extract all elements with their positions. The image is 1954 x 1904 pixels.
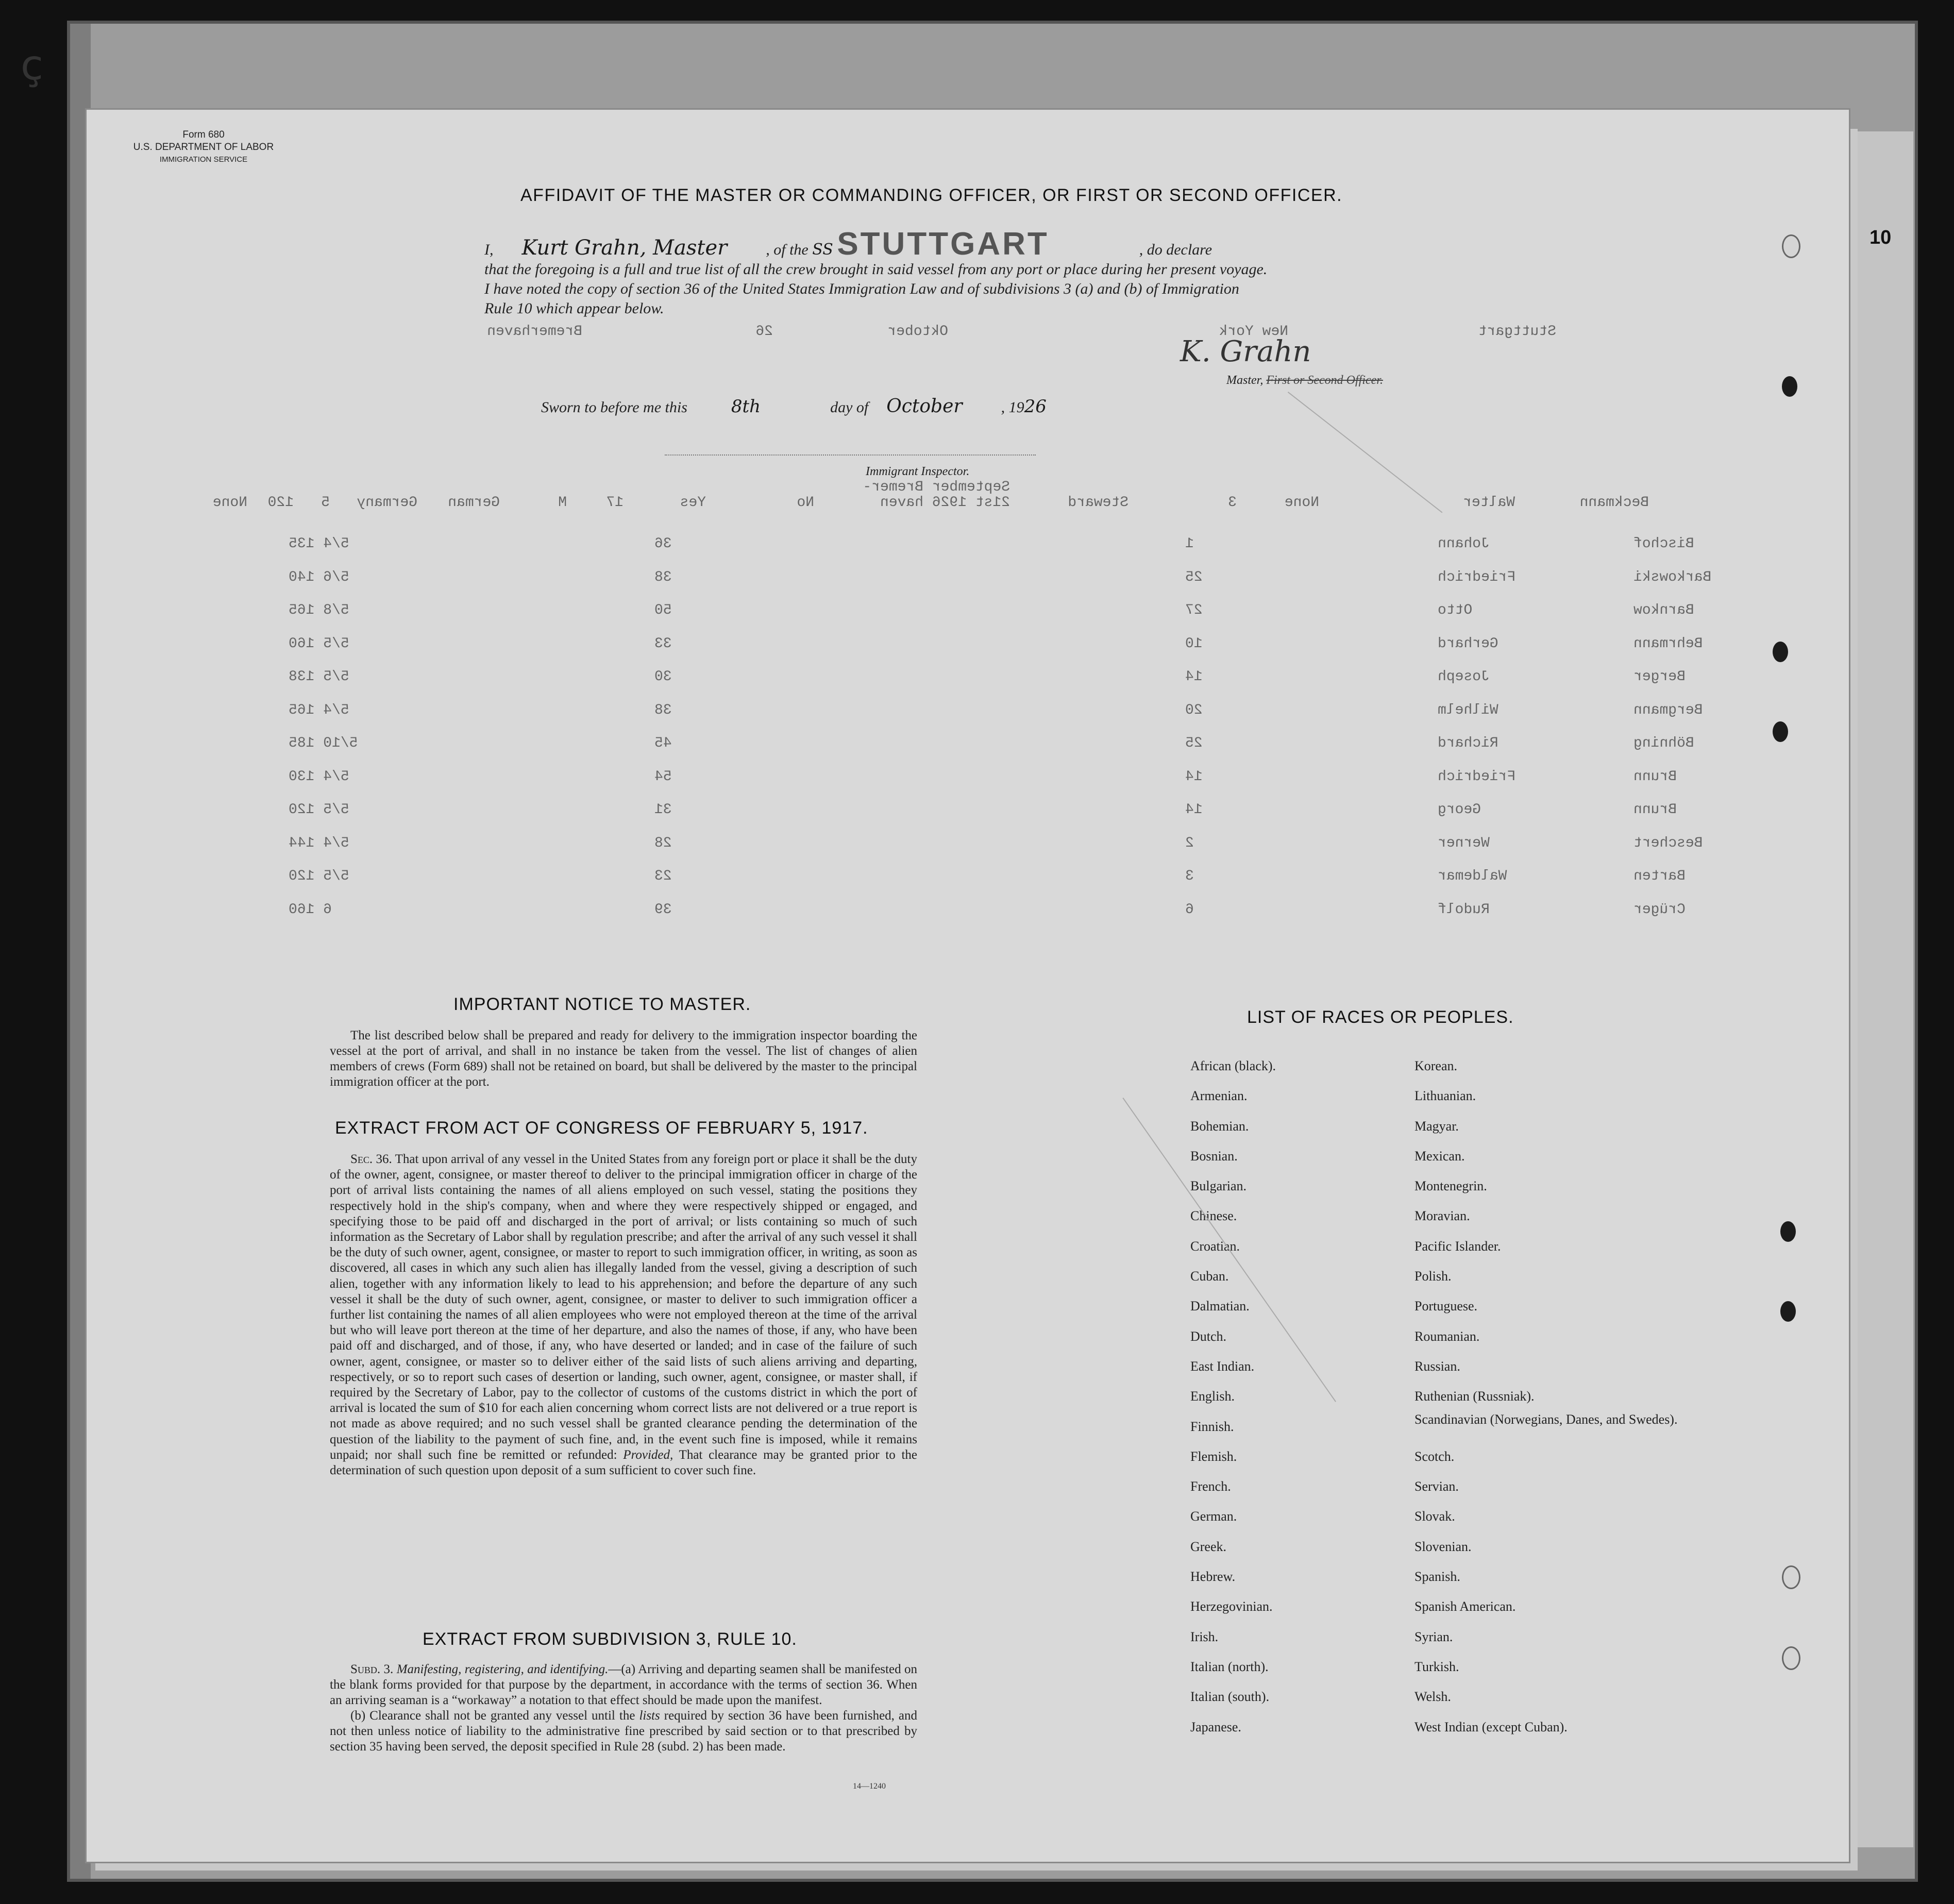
race-item: Portuguese. bbox=[1414, 1299, 1478, 1314]
ghost-text: Beckmann bbox=[1579, 495, 1649, 511]
race-item: Slovenian. bbox=[1414, 1539, 1472, 1554]
race-item: Pacific Islander. bbox=[1414, 1238, 1501, 1254]
ghost-text: None bbox=[212, 495, 247, 511]
sworn-prefix: Sworn to before me this bbox=[541, 399, 687, 416]
pronoun: I, bbox=[484, 241, 494, 258]
punch-hole bbox=[1782, 1646, 1800, 1670]
race-item: German. bbox=[1190, 1509, 1237, 1524]
ghost-text: 5 bbox=[321, 495, 330, 511]
paragraph-a: —(a) Arriving and departing seamen shall be manifested on the blank forms provided for that purpose by the department, in accordance with the terms of section 36. When an arriving seaman is a “workaway” a notation to that effect should be made upon the manifest. bbox=[330, 1662, 917, 1707]
race-item: Herzegovinian. bbox=[1190, 1599, 1273, 1614]
section-body: That upon arrival of any vessel in the United States from any foreign port or place it shall be the duty of the owner, agent, consignee, or master thereof to deliver to the principal immigration officer in charge of the port of arrival lists containing the names of all aliens employed on such vessel, stating the positions they respectively hold in the ship's company, when and where they were respectively shipped or engaged, and specifying those to be paid off and discharged in the port of arrival; or lists containing so much of such information as the Secretary of Labor shall by regulation prescribe; and after the arrival of any such vessel it shall be the duty of such owner, agent, consignee, or master to report to such immigration officer, in writing, as soon as discovered, all cases in which any such alien has illegally landed from the vessel, giving a description of such alien, together with any information likely to lead to his apprehension; and before the departure of any such vessel it shall be the duty of such owner, agent, consignee, or master to deliver to such immigration officer a further list containing the names of all alien employees who were not employed thereon at the time of the arrival but who will leave port thereon at the time of her departure, and also the names of those, if any, who have been paid off and discharged, and of those, if any, who have deserted or landed; and in case of the failure of such owner, agent, consignee, or master so to deliver either of the said lists of such aliens arriving and departing, respectively, or so to report such cases of desertion or landing, such owner, agent, consignee, or master shall, if required by the Secretary of Labor, pay to the collector of customs of the customs district in which the port of arrival is located the sum of $10 for each alien concerning whom correct lists are not delivered or a true report is not made as above required; and no such vessel shall be granted clearance pending the determination of the question of the liability to the payment of such fine, and, in the event such fine is imposed, while it remains unpaid; nor shall such fine be remitted or refunded: bbox=[330, 1152, 917, 1462]
ghost-text: Waldemar bbox=[1438, 868, 1507, 884]
ghost-text: Otto bbox=[1438, 602, 1473, 618]
ghost-text: 30 bbox=[654, 669, 672, 685]
page-number: 10 bbox=[1869, 227, 1892, 248]
ghost-text: 28 bbox=[654, 835, 672, 851]
race-item: Dutch. bbox=[1190, 1328, 1227, 1344]
ghost-text: Brunn bbox=[1633, 768, 1677, 785]
sworn-day: 8th bbox=[731, 396, 761, 417]
sworn-year: 26 bbox=[1024, 396, 1047, 417]
ghost-text: 25 bbox=[1185, 735, 1203, 751]
ghost-text: 5/4 135 bbox=[289, 536, 349, 552]
ghost-text: 5/6 140 bbox=[289, 569, 349, 585]
ghost-text: 5/8 165 bbox=[289, 602, 349, 618]
ghost-text: German bbox=[448, 495, 500, 511]
race-item: Turkish. bbox=[1414, 1659, 1459, 1674]
ghost-text: Beschert bbox=[1633, 835, 1703, 851]
race-item: Montenegrin. bbox=[1414, 1178, 1487, 1194]
ghost-text: 5/5 160 bbox=[289, 635, 349, 652]
race-item: Hebrew. bbox=[1190, 1569, 1236, 1585]
race-item: Chinese. bbox=[1190, 1208, 1237, 1224]
vessel-name: STUTTGART bbox=[837, 226, 1049, 262]
ghost-text: Johann bbox=[1438, 536, 1490, 552]
ghost-text: Oktober bbox=[887, 324, 948, 340]
ghost-text: No bbox=[797, 495, 814, 511]
ghost-text: Wilhelm bbox=[1438, 702, 1498, 718]
ghost-text: Crüger bbox=[1633, 901, 1686, 918]
declaration-line-4: Rule 10 which appear below. bbox=[484, 300, 664, 317]
subdivision-title: Manifesting, registering, and identifying. bbox=[396, 1662, 609, 1676]
race-item: Italian (south). bbox=[1190, 1689, 1270, 1705]
ghost-text: Friedrich bbox=[1438, 768, 1516, 785]
ghost-text: None bbox=[1284, 495, 1319, 511]
ghost-text: 14 bbox=[1185, 768, 1203, 785]
ghost-text: 38 bbox=[654, 569, 672, 585]
ghost-text: 6 160 bbox=[289, 901, 332, 918]
sworn-year-prefix: , 19 bbox=[1001, 399, 1024, 416]
ghost-text: 5/5 120 bbox=[289, 868, 349, 884]
ghost-text: Gerhard bbox=[1438, 635, 1498, 652]
corner-mark: ç bbox=[21, 41, 43, 89]
race-item: West Indian (except Cuban). bbox=[1414, 1719, 1568, 1734]
affidavit-title: AFFIDAVIT OF THE MASTER OR COMMANDING OFFICER, OR FIRST OR SECOND OFFICER. bbox=[520, 186, 1343, 205]
races-right-column bbox=[1414, 1051, 1677, 1742]
ghost-text: Germany bbox=[357, 495, 417, 511]
ghost-text: 14 bbox=[1185, 802, 1203, 818]
paragraph-b-start: Clearance shall not be granted any vessel until the bbox=[369, 1709, 635, 1723]
ghost-text: 45 bbox=[654, 735, 672, 751]
race-item: Finnish. bbox=[1190, 1419, 1234, 1434]
ghost-text: Barten bbox=[1633, 868, 1686, 884]
race-item: Italian (north). bbox=[1190, 1659, 1269, 1674]
rule-10-text bbox=[330, 1662, 917, 1755]
sworn-day-of: day of bbox=[830, 399, 869, 416]
race-item: Bohemian. bbox=[1190, 1118, 1249, 1134]
race-item: Flemish. bbox=[1190, 1448, 1237, 1464]
provided-label: Provided, bbox=[623, 1447, 673, 1462]
race-item: Japanese. bbox=[1190, 1719, 1241, 1734]
subdivision-label: Subd. 3. bbox=[350, 1662, 394, 1676]
ghost-text: September Bremer- bbox=[863, 479, 1010, 495]
ghost-text: 20 bbox=[1185, 702, 1203, 718]
ghost-text: Georg bbox=[1438, 802, 1481, 818]
race-item: Ruthenian (Russniak). bbox=[1414, 1389, 1535, 1404]
punch-hole bbox=[1780, 1301, 1796, 1322]
form-number: Form 680 bbox=[182, 129, 225, 140]
ghost-text: 36 bbox=[654, 536, 672, 552]
ghost-text: Werner bbox=[1438, 835, 1490, 851]
notice-heading: IMPORTANT NOTICE TO MASTER. bbox=[453, 995, 751, 1014]
ghost-text: Bischof bbox=[1633, 536, 1694, 552]
ghost-text: 39 bbox=[654, 901, 672, 918]
ghost-text: 33 bbox=[654, 635, 672, 652]
race-item: African (black). bbox=[1190, 1058, 1276, 1073]
ghost-text: M bbox=[558, 495, 567, 511]
races-left-column bbox=[1190, 1051, 1276, 1742]
ghost-text: 31 bbox=[654, 802, 672, 818]
ghost-text: 38 bbox=[654, 702, 672, 718]
ghost-text: 25 bbox=[1185, 569, 1203, 585]
race-item: Russian. bbox=[1414, 1358, 1460, 1374]
section-body-end: That clearance may be granted prior to the determination of such question upon deposit of a sum sufficient to cover such fine. bbox=[330, 1447, 917, 1478]
ghost-text: 3 bbox=[1228, 495, 1237, 511]
ghost-text: 27 bbox=[1185, 602, 1203, 618]
ghost-text: 5/5 138 bbox=[289, 669, 349, 685]
inspector-caption: Immigrant Inspector. bbox=[866, 465, 970, 478]
service-name: IMMIGRATION SERVICE bbox=[159, 155, 248, 164]
race-item: Spanish American. bbox=[1414, 1599, 1516, 1614]
department-name: U.S. DEPARTMENT OF LABOR bbox=[133, 142, 274, 153]
ghost-text: Steward bbox=[1068, 495, 1128, 511]
vessel-prefix: SS bbox=[812, 241, 833, 259]
sworn-month: October bbox=[886, 396, 963, 417]
race-item: Cuban. bbox=[1190, 1269, 1229, 1284]
ghost-text: 54 bbox=[654, 768, 672, 785]
notice-body bbox=[330, 1028, 917, 1090]
master-name: Kurt Grahn, Master bbox=[521, 236, 728, 260]
paragraph-b-end: required by section 36 have been furnished, and not then unless notice of liability to the administrative fine prescribed by said section or to that prescribed by section 35 having been served, the deposit specified in Rule 28 (subd. 2) has been made. bbox=[330, 1709, 918, 1754]
ghost-text: 5/10 185 bbox=[289, 735, 358, 751]
ghost-text: Barkowski bbox=[1633, 569, 1712, 585]
ghost-text: 5/5 120 bbox=[289, 802, 349, 818]
race-item: Mexican. bbox=[1414, 1148, 1465, 1164]
ghost-text: 21st 1926 haven bbox=[880, 495, 1010, 511]
ghost-text: 120 bbox=[267, 495, 294, 511]
notice-text: The list described below shall be prepared and ready for delivery to the immigration inspector boarding the vessel at the port of arrival, and shall in no instance be taken from the vessel. The list of changes of alien members of crews (Form 689) shall not be retained on board, but shall be delivered by the master to the principal immigration officer at the port. bbox=[330, 1029, 917, 1089]
paragraph-b-label: (b) bbox=[350, 1709, 366, 1723]
paragraph-b-lists: lists bbox=[639, 1709, 660, 1723]
punch-hole bbox=[1780, 1221, 1796, 1242]
caption-struck-officer: First or Second Officer. bbox=[1266, 374, 1383, 387]
race-item: Irish. bbox=[1190, 1629, 1219, 1644]
do-declare-label: , do declare bbox=[1139, 241, 1212, 258]
ghost-text: Joseph bbox=[1438, 669, 1490, 685]
ghost-text: 1 bbox=[1185, 536, 1194, 552]
ghost-text: Behrmann bbox=[1633, 635, 1703, 652]
ghost-text: 2 bbox=[1185, 835, 1194, 851]
ghost-text: 6 bbox=[1185, 901, 1194, 918]
race-item: Slovak. bbox=[1414, 1509, 1455, 1524]
rule-extract-heading: EXTRACT FROM SUBDIVISION 3, RULE 10. bbox=[423, 1629, 797, 1649]
ghost-text: 5/4 130 bbox=[289, 768, 349, 785]
ghost-text: Bergmann bbox=[1633, 702, 1703, 718]
ghost-text: 5/4 144 bbox=[289, 835, 349, 851]
race-item: Scotch. bbox=[1414, 1448, 1455, 1464]
race-item: Moravian. bbox=[1414, 1208, 1470, 1224]
master-signature: K. Grahn bbox=[1180, 335, 1311, 368]
race-item: Syrian. bbox=[1414, 1629, 1453, 1644]
race-item: East Indian. bbox=[1190, 1358, 1255, 1374]
ghost-text: Yes bbox=[680, 495, 706, 511]
race-item: Korean. bbox=[1414, 1058, 1458, 1073]
of-the-label: , of the bbox=[766, 241, 808, 258]
ghost-text: New York bbox=[1219, 324, 1288, 340]
race-item: French. bbox=[1190, 1479, 1231, 1494]
ghost-text: Barnkow bbox=[1633, 602, 1694, 618]
ghost-text: 17 bbox=[606, 495, 624, 511]
race-item: Croatian. bbox=[1190, 1238, 1240, 1254]
race-item: Greek. bbox=[1190, 1539, 1227, 1554]
ghost-text: Böhning bbox=[1633, 735, 1694, 751]
race-item: Bulgarian. bbox=[1190, 1178, 1247, 1194]
ghost-text: Friedrich bbox=[1438, 569, 1516, 585]
ghost-text: 50 bbox=[654, 602, 672, 618]
section-36-text bbox=[330, 1152, 917, 1478]
ghost-text: 10 bbox=[1185, 635, 1203, 652]
race-item: Spanish. bbox=[1414, 1569, 1460, 1585]
print-code: 14—1240 bbox=[853, 1782, 886, 1791]
race-item: Magyar. bbox=[1414, 1118, 1459, 1134]
race-item: Lithuanian. bbox=[1414, 1088, 1476, 1104]
race-item: Dalmatian. bbox=[1190, 1299, 1250, 1314]
race-item: Welsh. bbox=[1414, 1689, 1451, 1705]
ghost-text: Bremerhaven bbox=[487, 324, 582, 340]
ghost-text: Berger bbox=[1633, 669, 1686, 685]
ghost-text: 23 bbox=[654, 868, 672, 884]
ghost-text: 5/4 165 bbox=[289, 702, 349, 718]
race-item: English. bbox=[1190, 1389, 1235, 1404]
ghost-text: Stuttgart bbox=[1478, 324, 1556, 340]
ghost-text: 26 bbox=[755, 324, 773, 340]
declaration-line-3: I have noted the copy of section 36 of the United States Immigration Law and of subdivisions 3 (a) and (b) of Immigration bbox=[484, 280, 1239, 297]
race-item: Armenian. bbox=[1190, 1088, 1248, 1104]
race-item: Roumanian. bbox=[1414, 1328, 1480, 1344]
race-item: Polish. bbox=[1414, 1269, 1452, 1284]
punch-hole bbox=[1782, 1565, 1800, 1589]
ghost-text: Brunn bbox=[1633, 802, 1677, 818]
ghost-text: 3 bbox=[1185, 868, 1194, 884]
section-label: Sec. 36. bbox=[350, 1152, 392, 1166]
ghost-text: Rudolf bbox=[1438, 901, 1490, 918]
ghost-text: 14 bbox=[1185, 669, 1203, 685]
ghost-text: Walter bbox=[1463, 495, 1515, 511]
race-item: Servian. bbox=[1414, 1479, 1459, 1494]
race-item: Bosnian. bbox=[1190, 1148, 1238, 1164]
caption-master: Master, bbox=[1226, 374, 1264, 387]
races-heading: LIST OF RACES OR PEOPLES. bbox=[1247, 1007, 1514, 1027]
act-extract-heading: EXTRACT FROM ACT OF CONGRESS OF FEBRUARY 5, 1917. bbox=[335, 1118, 868, 1138]
declaration-line-2: that the foregoing is a full and true list of all the crew brought in said vessel from any port or place during her present voyage. bbox=[484, 261, 1268, 278]
race-item: Scandinavian (Norwegians, Danes, and Swedes). bbox=[1414, 1411, 1678, 1427]
ghost-text: Richard bbox=[1438, 735, 1498, 751]
